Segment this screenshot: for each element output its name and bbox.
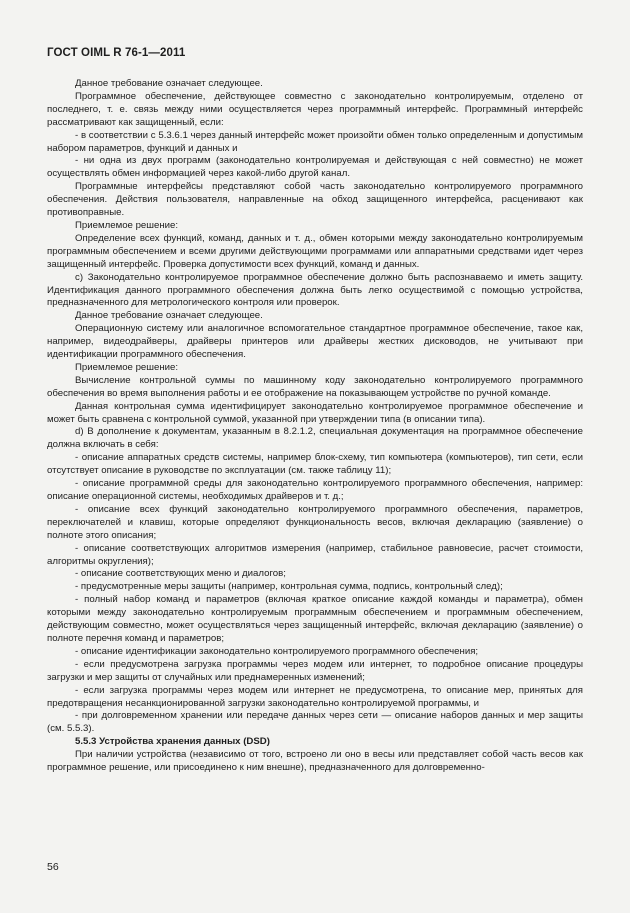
list-item: - ни одна из двух программ (законодательно контролируемая и действующая с ней совместно) не может осуществлять обмен информацией через какой-либо другой канал.: [47, 155, 583, 180]
paragraph: Данное требование означает следующее.: [75, 78, 263, 89]
paragraph: Операционную систему или аналогичное вспомогательное стандартное программное обеспечение, такое как, например, видеодрайверы, драйверы принтеров или драйверы жестких дисководов, не учитывают при идентификации программного обеспечения.: [47, 323, 583, 361]
list-item: - описание программной среды для законодательно контролируемого программного обеспечения, например: описание операционной системы, необходимых драйверов и т. д.;: [47, 478, 583, 502]
list-item: - при долговременном хранении или передаче данных через сети — описание наборов данных и мер защиты (см. 5.5.3).: [47, 710, 583, 735]
paragraph: Приемлемое решение:: [75, 361, 179, 373]
list-item: - предусмотренные меры защиты (например, контрольная сумма, подпись, контрольный след);: [75, 581, 503, 593]
paragraph: Программное обеспечение, действующее совместно с законодательно контролируемым, отделено от последнего, т. е. связь между ними осуществляется через программный интерфейс. Программный интерфейс рассматривают как защищенный, если:: [47, 90, 583, 128]
list-item: - описание идентификации законодательно контролируемого программного обеспечения;: [75, 645, 479, 657]
list-item: - описание аппаратных средств системы, например блок-схему, тип компьютера (компьютеров), тип сети, если отсутствует описание в руководстве по эксплуатации (см. также таблицу 11);: [47, 452, 583, 477]
page-number: 56: [47, 861, 59, 873]
document-header: ГОСТ OIML R 76-1—2011: [47, 47, 186, 59]
paragraph: При наличии устройства (независимо от того, встроено ли оно в весы или представляет собой часть весов как программное решение, или присоединено к ним внешне), предназначенного для долговременно-: [47, 749, 583, 774]
section-heading: 5.5.3 Устройства хранения данных (DSD): [75, 736, 270, 748]
list-item: - если загрузка программы через модем или интернет не предусмотрена, то описание мер, принятых для предотвращения несанкционированной загрузки законодательно контролируемой программы, и: [47, 684, 583, 709]
list-item: - в соответствии с 5.3.6.1 через данный интерфейс может произойти обмен только определенным и допустимым набором параметров, функций и данных и: [47, 129, 583, 154]
list-item: - описание соответствующих меню и диалогов;: [75, 568, 286, 580]
list-item: - полный набор команд и параметров (включая краткое описание каждой команды и параметра), обмен которыми между законодательно контролируемым программным обеспечением и программным обеспечением, действующим совместно, может осуществляться через защищенный интерфейс, включая декларацию (заявление) о полноте перечня команд и параметров;: [47, 594, 583, 644]
list-item: - описание соответствующих алгоритмов измерения (например, стабильное равновесие, расчет стоимости, алгоритмы округления);: [47, 542, 583, 567]
paragraph: Определение всех функций, команд, данных и т. д., обмен которыми между законодательно контролируемым программным обеспечением и всеми другими действующими программами или аппаратными средствами идет через защищенный интерфейс. Проверка допустимости всех функций, команд и данных.: [47, 232, 583, 270]
paragraph: Вычисление контрольной суммы по машинному коду законодательно контролируемого программного обеспечения во время выполнения работы и ее отображение на показывающем устройстве по ручной команде.: [47, 374, 583, 399]
paragraph: c) Законодательно контролируемое программное обеспечение должно быть распознаваемо и иметь защиту. Идентификация данного программного обеспечения должна быть легко осуществимой с помощью устройства, предназначенного для метрологического контроля или проверок.: [47, 271, 583, 309]
body-text: [47, 78, 583, 775]
paragraph: Программные интерфейсы представляют собой часть законодательно контролируемого программного обеспечения. Действия пользователя, направленные на обход защищенного интерфейса, расценивают как противоправные.: [47, 181, 583, 219]
list-item: - если предусмотрена загрузка программы через модем или интернет, то подробное описание процедуры загрузки и мер защиты от случайных или преднамеренных изменений;: [47, 658, 583, 683]
paragraph: Данная контрольная сумма идентифицирует законодательно контролируемое программное обеспечение и может быть сравнена с контрольной суммой, указанной при утверждении типа (в описании типа).: [47, 400, 583, 425]
paragraph: Приемлемое решение:: [75, 219, 179, 231]
list-item: - описание всех функций законодательно контролируемого программного обеспечения, параметров, переключателей и клавиш, которые определяют функциональность весов, включая декларацию (заявление) о полноте этого описания;: [47, 503, 583, 541]
paragraph: d) В дополнение к документам, указанным в 8.2.1.2, специальная документация на программное обеспечение должна включать в себя:: [47, 426, 583, 451]
paragraph: Данное требование означает следующее.: [75, 310, 263, 322]
